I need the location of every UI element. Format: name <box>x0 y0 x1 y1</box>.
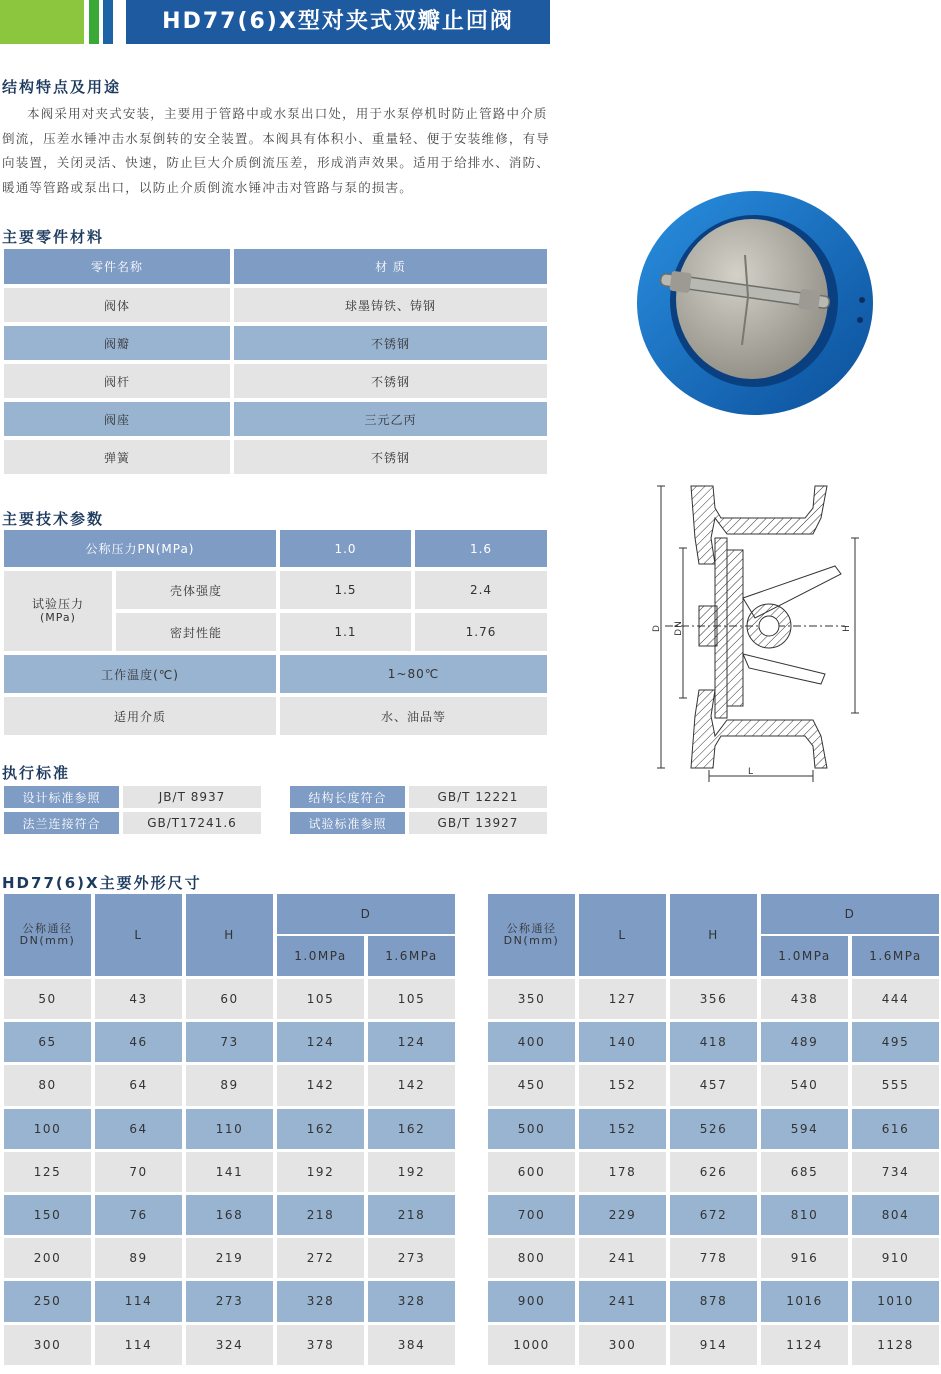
seal-2: 1.76 <box>415 613 547 651</box>
dims-header-l: L <box>579 894 666 976</box>
dims-cell: 910 <box>852 1238 939 1278</box>
materials-material: 不锈钢 <box>234 364 547 398</box>
dims-cell: 76 <box>95 1195 182 1235</box>
dims-cell: 150 <box>4 1195 91 1235</box>
materials-header-part: 零件名称 <box>4 249 230 284</box>
section-title-standards: 执行标准 <box>2 764 71 782</box>
test-pressure-unit: (MPa) <box>40 611 76 624</box>
page-title: HD77(6)X型对夹式双瓣止回阀 <box>126 0 550 44</box>
dims-header-dn-label: 公称通径 <box>22 922 73 935</box>
drawing-label-l: L <box>747 767 754 777</box>
dims-cell: 241 <box>579 1281 666 1321</box>
dims-cell: 400 <box>488 1022 575 1062</box>
dims-cell: 162 <box>277 1109 364 1149</box>
dims-cell: 328 <box>277 1281 364 1321</box>
dims-cell: 64 <box>95 1065 182 1105</box>
dims-cell: 457 <box>670 1065 757 1105</box>
drawing-label-d: D <box>652 624 662 632</box>
dims-cell: 46 <box>95 1022 182 1062</box>
dims-header-l: L <box>95 894 182 976</box>
dims-cell: 89 <box>186 1065 273 1105</box>
dims-cell: 162 <box>368 1109 455 1149</box>
test-standard-value: GB/T 13927 <box>409 812 547 834</box>
dims-cell: 80 <box>4 1065 91 1105</box>
dims-cell: 616 <box>852 1109 939 1149</box>
temp-label: 工作温度(℃) <box>4 655 276 693</box>
dims-cell: 734 <box>852 1152 939 1192</box>
dims-cell: 64 <box>95 1109 182 1149</box>
dims-cell: 594 <box>761 1109 848 1149</box>
dims-cell: 114 <box>95 1281 182 1321</box>
dims-cell: 218 <box>368 1195 455 1235</box>
materials-part: 阀座 <box>4 402 230 436</box>
pn-value-2: 1.6 <box>415 530 547 567</box>
materials-part: 弹簧 <box>4 440 230 474</box>
test-standard-label: 试验标准参照 <box>290 812 405 834</box>
medium-label: 适用介质 <box>4 697 276 735</box>
dims-cell: 272 <box>277 1238 364 1278</box>
dims-cell: 114 <box>95 1325 182 1365</box>
dims-cell: 43 <box>95 979 182 1019</box>
dims-cell: 540 <box>761 1065 848 1105</box>
dims-cell: 1000 <box>488 1325 575 1365</box>
dims-cell: 105 <box>368 979 455 1019</box>
dims-cell: 229 <box>579 1195 666 1235</box>
dims-header-dn-unit: DN(mm) <box>503 934 560 947</box>
length-standard-label: 结构长度符合 <box>290 786 405 808</box>
drawing-label-h: H <box>842 624 852 632</box>
dims-cell: 65 <box>4 1022 91 1062</box>
dims-cell: 1010 <box>852 1281 939 1321</box>
dims-cell: 1124 <box>761 1325 848 1365</box>
dims-cell: 1016 <box>761 1281 848 1321</box>
materials-material: 不锈钢 <box>234 326 547 360</box>
dims-cell: 444 <box>852 979 939 1019</box>
pn-label: 公称压力PN(MPa) <box>4 530 276 567</box>
dims-cell: 495 <box>852 1022 939 1062</box>
section-title-materials: 主要零件材料 <box>2 228 105 246</box>
dims-cell: 60 <box>186 979 273 1019</box>
section-title-dims: HD77(6)X主要外形尺寸 <box>2 874 202 892</box>
test-pressure-text: 试验压力 <box>31 597 84 611</box>
dims-cell: 418 <box>670 1022 757 1062</box>
seal-1: 1.1 <box>280 613 411 651</box>
dims-header-h: H <box>186 894 273 976</box>
dims-cell: 489 <box>761 1022 848 1062</box>
dims-cell: 168 <box>186 1195 273 1235</box>
dims-cell: 378 <box>277 1325 364 1365</box>
dims-cell: 124 <box>368 1022 455 1062</box>
dims-header-d: D <box>277 894 455 934</box>
materials-part: 阀瓣 <box>4 326 230 360</box>
design-standard-value: JB/T 8937 <box>123 786 261 808</box>
materials-material: 球墨铸铁、铸钢 <box>234 288 547 322</box>
drawing-label-dn: DN <box>674 620 684 636</box>
materials-material: 不锈钢 <box>234 440 547 474</box>
dims-cell: 100 <box>4 1109 91 1149</box>
dims-cell: 350 <box>488 979 575 1019</box>
dims-header-d-10: 1.0MPa <box>761 936 848 976</box>
description-paragraph: 本阀采用对夹式安装，主要用于管路中或水泵出口处，用于水泵停机时防止管路中介质倒流，压差水锤冲击水泵倒转的安全装置。本阀具有体积小、重量轻、便于安装维修，有导向装置，关闭灵活、快速，防止巨大介质倒流压差，形成消声效果。适用于给排水、消防、暖通等管路或泵出口，以防止介质倒流水锤冲击对管路与泵的损害。 <box>2 106 551 195</box>
dims-cell: 700 <box>488 1195 575 1235</box>
dims-cell: 152 <box>579 1109 666 1149</box>
dims-cell: 878 <box>670 1281 757 1321</box>
materials-part: 阀杆 <box>4 364 230 398</box>
flange-standard-value: GB/T17241.6 <box>123 812 261 834</box>
materials-header-material: 材 质 <box>234 249 547 284</box>
dims-cell: 672 <box>670 1195 757 1235</box>
dims-cell: 438 <box>761 979 848 1019</box>
dims-cell: 273 <box>368 1238 455 1278</box>
medium-value: 水、油品等 <box>280 697 547 735</box>
dims-header-dn-unit: DN(mm) <box>19 934 76 947</box>
section-title-params: 主要技术参数 <box>2 510 105 528</box>
dims-cell: 778 <box>670 1238 757 1278</box>
dims-cell: 600 <box>488 1152 575 1192</box>
dims-cell: 804 <box>852 1195 939 1235</box>
dims-cell: 50 <box>4 979 91 1019</box>
green-stripe <box>89 0 99 44</box>
dims-cell: 810 <box>761 1195 848 1235</box>
dims-cell: 218 <box>277 1195 364 1235</box>
dims-cell: 500 <box>488 1109 575 1149</box>
flange-standard-label: 法兰连接符合 <box>4 812 119 834</box>
dims-cell: 450 <box>488 1065 575 1105</box>
dims-cell: 140 <box>579 1022 666 1062</box>
dims-cell: 324 <box>186 1325 273 1365</box>
dims-cell: 124 <box>277 1022 364 1062</box>
dims-header-d-16: 1.6MPa <box>368 936 455 976</box>
dims-cell: 125 <box>4 1152 91 1192</box>
dims-cell: 105 <box>277 979 364 1019</box>
materials-material: 三元乙丙 <box>234 402 547 436</box>
section-title-features: 结构特点及用途 <box>2 78 122 96</box>
shell-strength-label: 壳体强度 <box>116 571 276 609</box>
dims-cell: 192 <box>277 1152 364 1192</box>
pn-value-1: 1.0 <box>280 530 411 567</box>
dims-cell: 178 <box>579 1152 666 1192</box>
dims-cell: 200 <box>4 1238 91 1278</box>
green-block <box>0 0 84 44</box>
dims-cell: 127 <box>579 979 666 1019</box>
dims-header-d-10: 1.0MPa <box>277 936 364 976</box>
dims-cell: 555 <box>852 1065 939 1105</box>
dims-header-dn-label: 公称通径 <box>506 922 557 935</box>
dims-cell: 685 <box>761 1152 848 1192</box>
dims-cell: 526 <box>670 1109 757 1149</box>
dims-cell: 356 <box>670 979 757 1019</box>
dims-cell: 916 <box>761 1238 848 1278</box>
dims-cell: 328 <box>368 1281 455 1321</box>
dims-cell: 70 <box>95 1152 182 1192</box>
dims-header-h: H <box>670 894 757 976</box>
temp-value: 1~80℃ <box>280 655 547 693</box>
dims-cell: 219 <box>186 1238 273 1278</box>
dims-cell: 900 <box>488 1281 575 1321</box>
dims-cell: 273 <box>186 1281 273 1321</box>
dims-cell: 152 <box>579 1065 666 1105</box>
dims-cell: 192 <box>368 1152 455 1192</box>
page-header <box>0 0 550 44</box>
test-pressure-label <box>4 571 112 651</box>
design-standard-label: 设计标准参照 <box>4 786 119 808</box>
dims-cell: 89 <box>95 1238 182 1278</box>
valve-photo <box>630 185 880 425</box>
dims-cell: 110 <box>186 1109 273 1149</box>
dims-header-dn <box>488 894 575 976</box>
length-standard-value: GB/T 12221 <box>409 786 547 808</box>
dims-header-dn <box>4 894 91 976</box>
dims-cell: 142 <box>277 1065 364 1105</box>
materials-part: 阀体 <box>4 288 230 322</box>
shell-strength-1: 1.5 <box>280 571 411 609</box>
dims-cell: 626 <box>670 1152 757 1192</box>
dims-cell: 914 <box>670 1325 757 1365</box>
dims-cell: 800 <box>488 1238 575 1278</box>
dims-cell: 1128 <box>852 1325 939 1365</box>
dims-cell: 300 <box>579 1325 666 1365</box>
dims-cell: 73 <box>186 1022 273 1062</box>
dims-cell: 142 <box>368 1065 455 1105</box>
seal-label: 密封性能 <box>116 613 276 651</box>
blue-stripe <box>103 0 113 44</box>
dims-header-d-16: 1.6MPa <box>852 936 939 976</box>
dims-cell: 141 <box>186 1152 273 1192</box>
dims-cell: 300 <box>4 1325 91 1365</box>
dims-header-d: D <box>761 894 939 934</box>
dims-cell: 241 <box>579 1238 666 1278</box>
dims-cell: 250 <box>4 1281 91 1321</box>
shell-strength-2: 2.4 <box>415 571 547 609</box>
dims-cell: 384 <box>368 1325 455 1365</box>
